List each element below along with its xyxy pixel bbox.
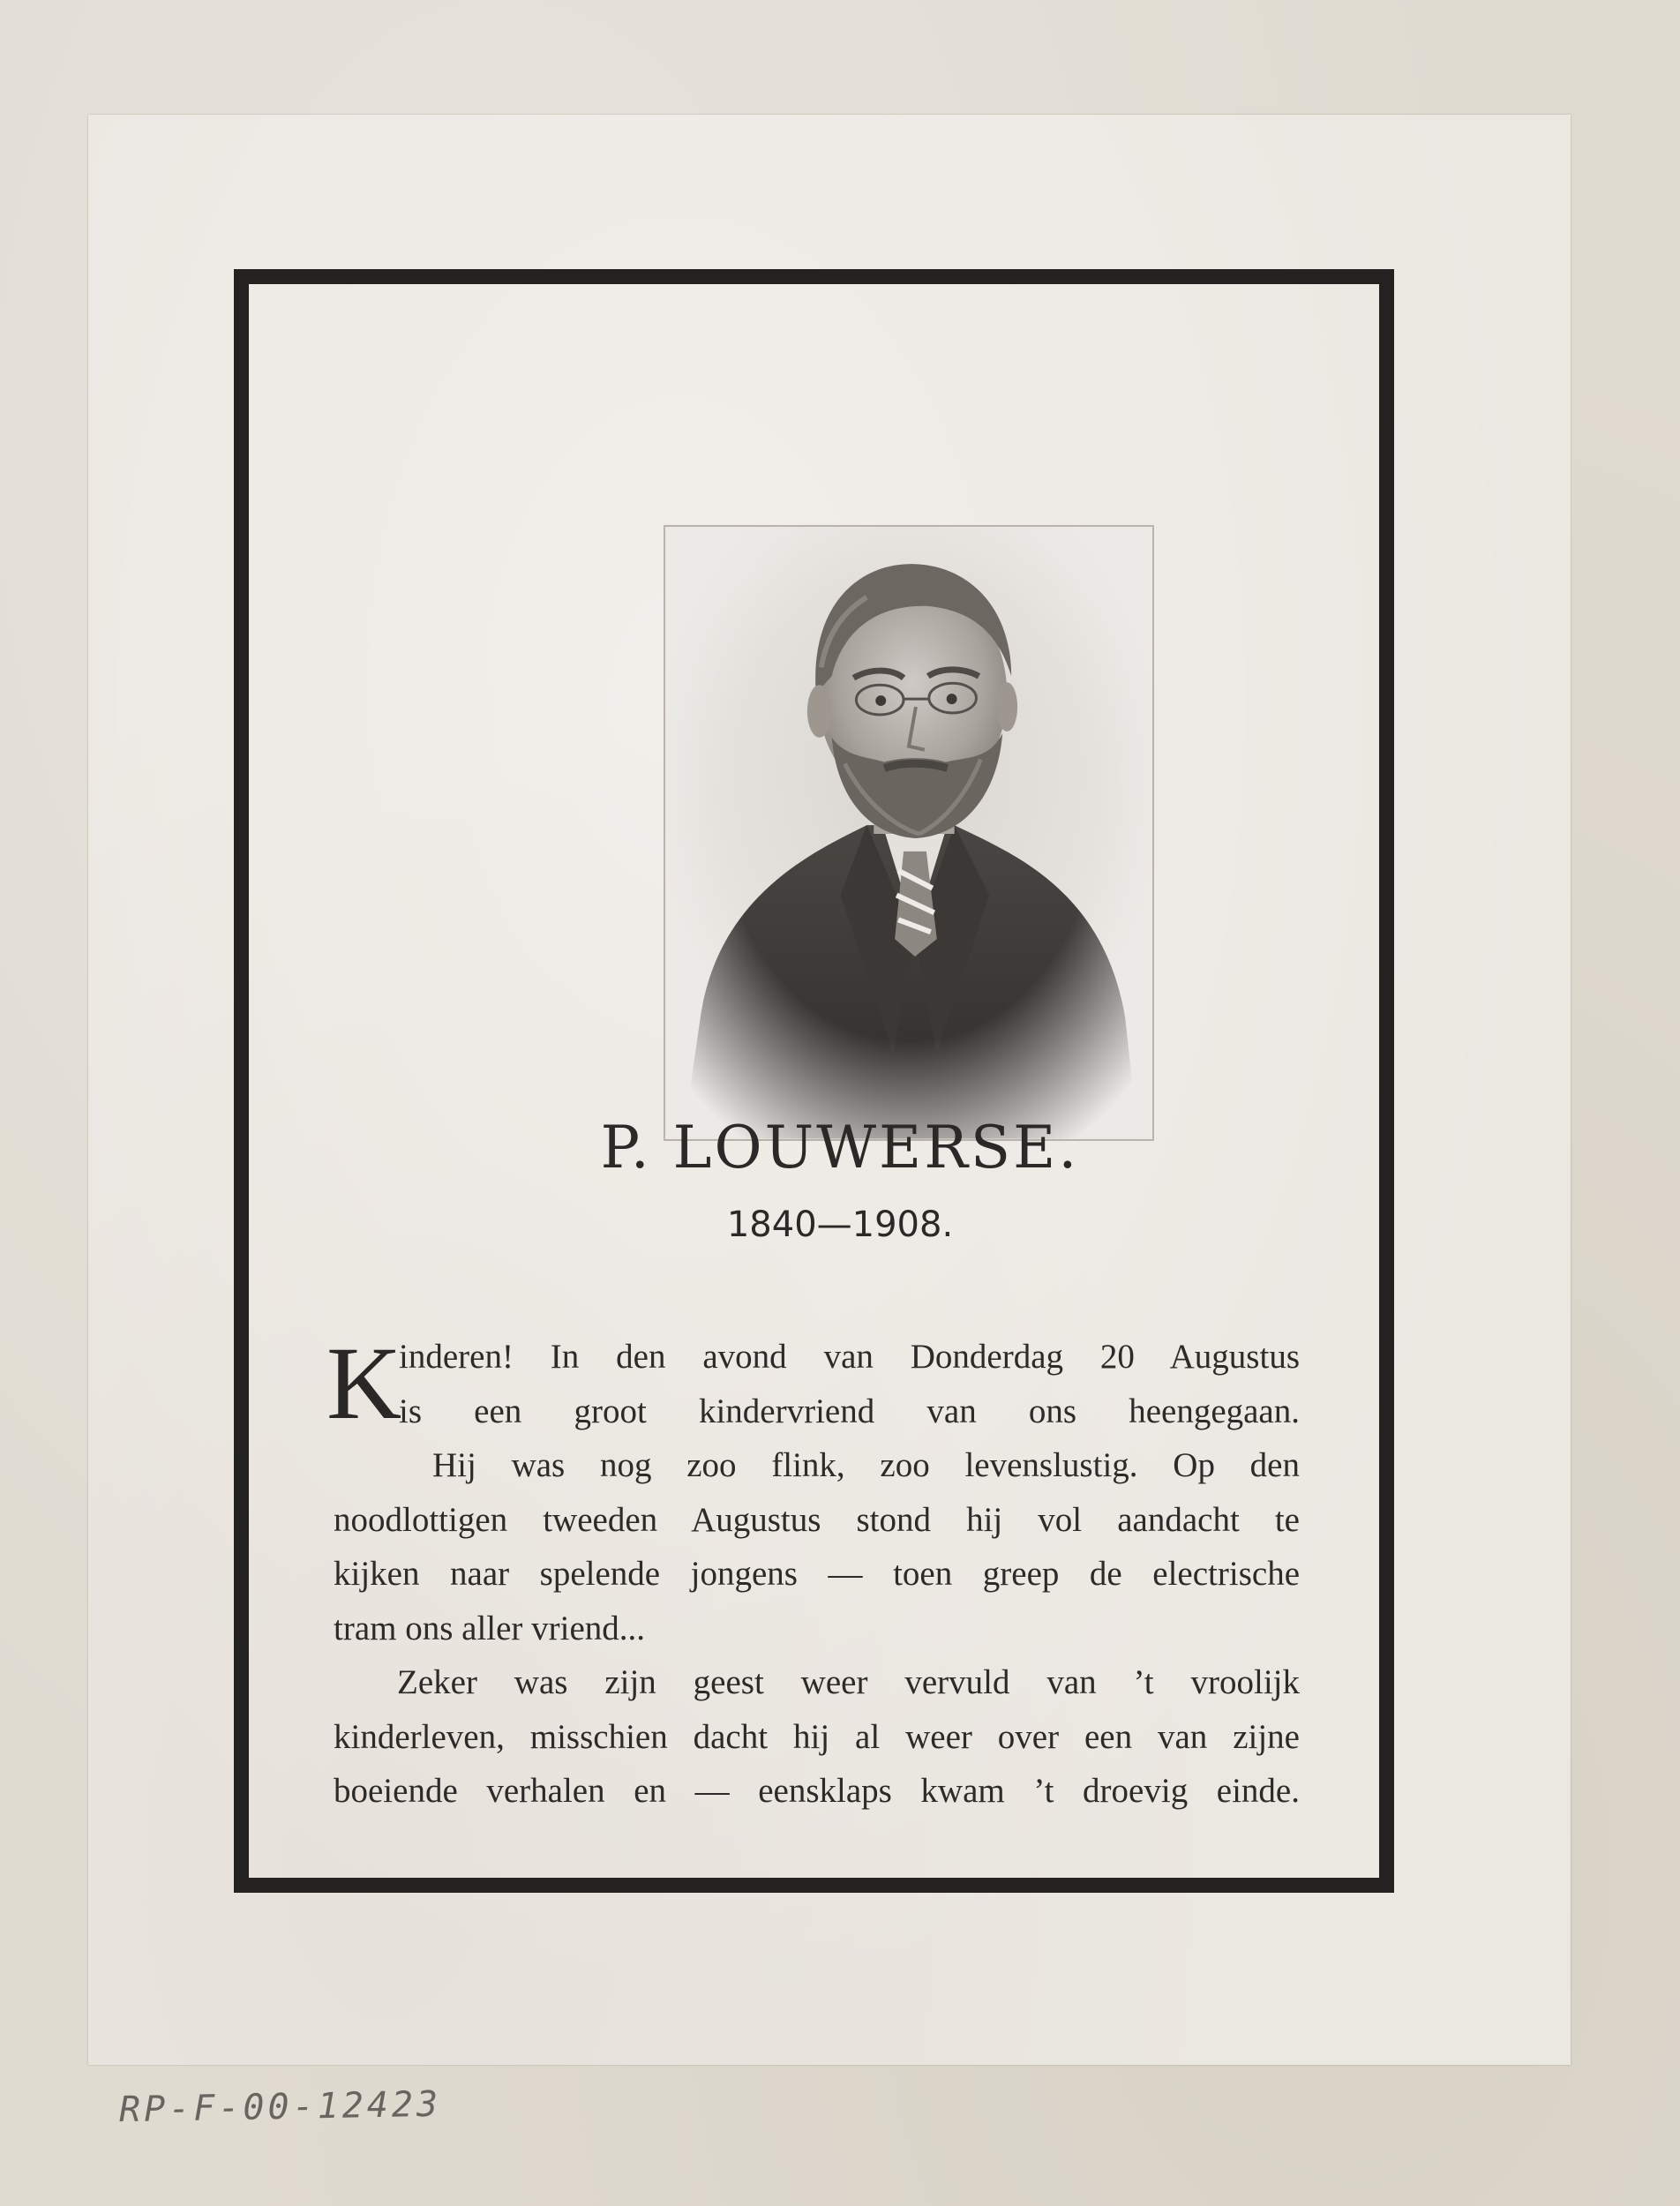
article-line: Hij was nog zoo flink, zoo levenslustig. Op den [432,1446,1300,1484]
article-line: kinderleven, misschien dacht hij al weer over een van zijne [334,1717,1300,1756]
memorial-article [326,1325,1300,1819]
article-line: inderen! In den avond van Donderdag 20 Augustus [399,1338,1300,1376]
article-line: noodlottigen tweeden Augustus stond hij vol aandacht te [334,1500,1300,1539]
portrait-illustration [665,527,1152,1139]
article-line: tram ons aller vriend... [334,1609,646,1647]
article-line: boeiende verhalen en — eensklaps kwam ’t droevig einde. [334,1772,1300,1810]
memorial-dates: 1840—1908. [726,1204,954,1245]
article-line: kijken naar spelende jongens — toen greep de electrische [334,1555,1300,1593]
drop-cap: K [326,1325,402,1441]
memorial-name: P. LOUWERSE. [600,1114,1080,1182]
portrait-photograph [664,525,1154,1141]
catalog-number: RP-F-00-12423 [118,2083,442,2131]
article-line: Zeker was zijn geest weer vervuld van ’t vroolijk [397,1663,1300,1701]
article-line: is een groot kindervriend van ons heengegaan. [399,1392,1300,1430]
